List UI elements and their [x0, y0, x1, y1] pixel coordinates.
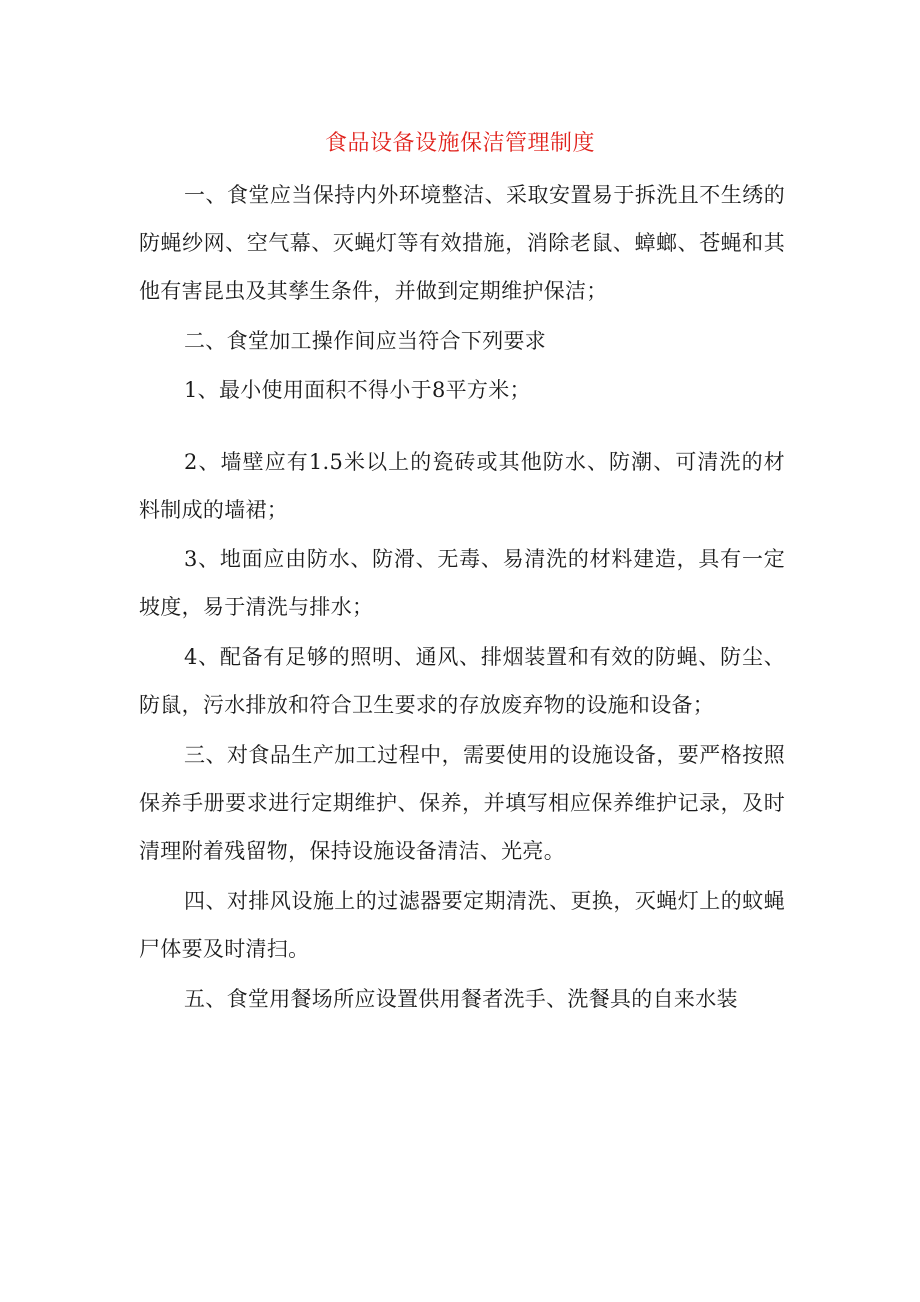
paragraph-environment: 一、食堂应当保持内外环境整洁、采取安置易于拆洗且不生绣的防蝇纱网、空气幕、灭蝇灯等有效措施，消除老鼠、蟑螂、苍蝇和其他有害昆虫及其孳生条件，并做到定期维护保洁； — [139, 183, 785, 303]
paragraph-floor-requirement: 3、地面应由防水、防滑、无毒、易清洗的材料建造，具有一定坡度，易于清洗与排水； — [139, 547, 785, 619]
paragraph-operation-room: 二、食堂加工操作间应当符合下列要求 — [184, 329, 547, 353]
paragraph-area-requirement: 1、最小使用面积不得小于8平方米； — [184, 378, 531, 402]
document-title: 食品设备设施保洁管理制度 — [324, 131, 595, 156]
paragraph-facilities-requirement: 4、配备有足够的照明、通风、排烟装置和有效的防蝇、防尘、防鼠，污水排放和符合卫生要求的存放废弃物的设施和设备； — [139, 645, 785, 717]
paragraph-filter-cleaning: 四、对排风设施上的过滤器要定期清洗、更换，灭蝇灯上的蚊蝇尸体要及时清扫。 — [139, 889, 785, 961]
paragraph-dining-area: 五、食堂用餐场所应设置供用餐者洗手、洗餐具的自来水装 — [184, 987, 738, 1011]
paragraph-wall-requirement: 2、墙壁应有1.5米以上的瓷砖或其他防水、防潮、可清洗的材料制成的墙裙； — [139, 450, 785, 522]
paragraph-equipment-maintenance: 三、对食品生产加工过程中，需要使用的设施设备，要严格按照保养手册要求进行定期维护、保养，并填写相应保养维护记录，及时清理附着残留物，保持设施设备清洁、光亮。 — [139, 743, 785, 863]
